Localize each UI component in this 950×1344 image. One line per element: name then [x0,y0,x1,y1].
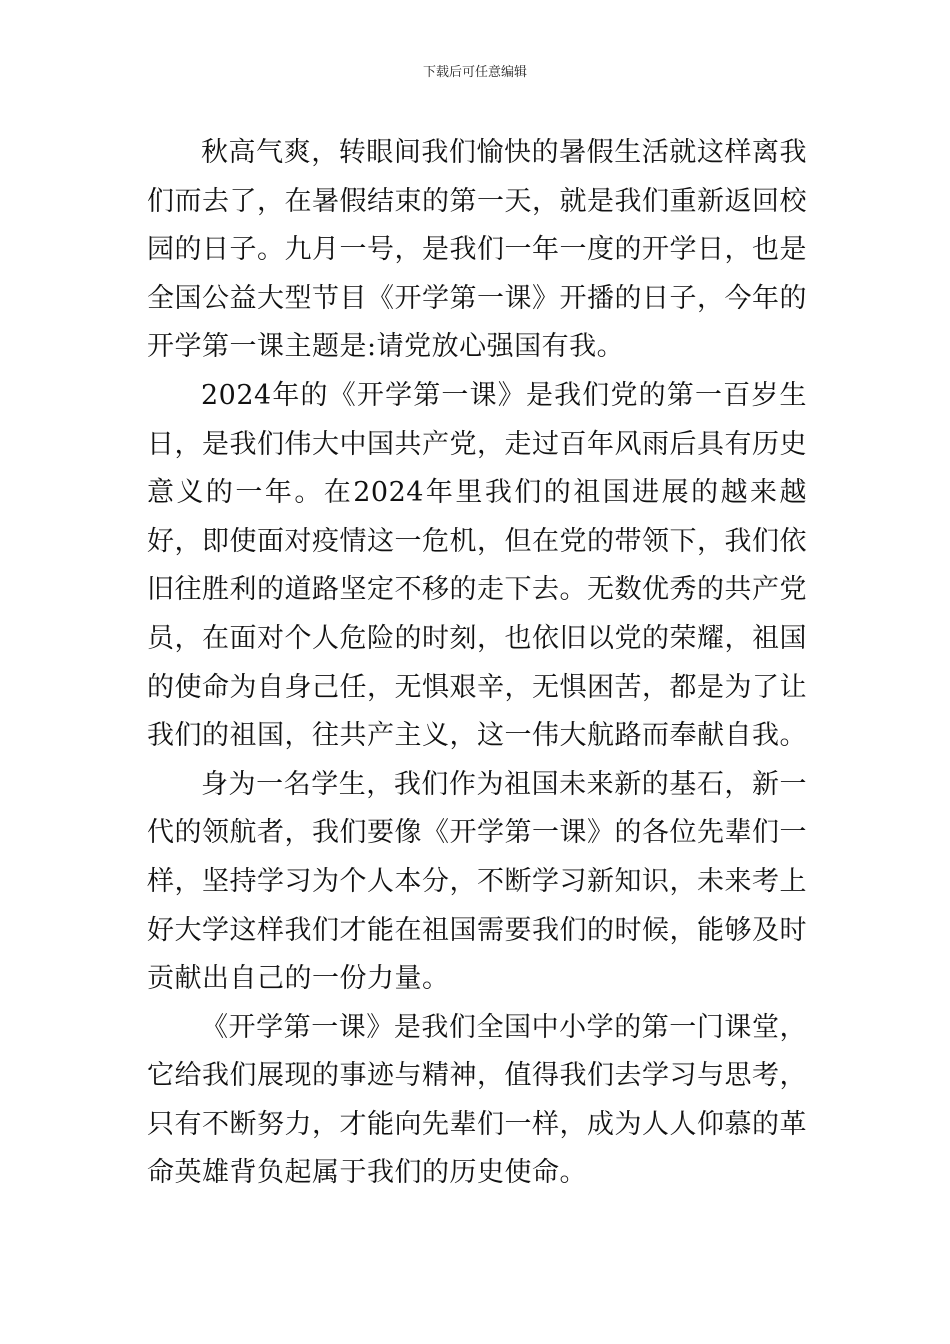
paragraph-2: 2024年的《开学第一课》是我们党的第一百岁生日，是我们伟大中国共产党，走过百年风雨后具有历史意义的一年。在2024年里我们的祖国进展的越来越好，即使面对疫情这一危机，但在党的带领下，我们依旧往胜利的道路坚定不移的走下去。无数优秀的共产党员，在面对个人危险的时刻，也依旧以党的荣耀，祖国的使命为自身己任，无惧艰辛，无惧困苦，都是为了让我们的祖国，往共产主义，这一伟大航路而奉献自我。 [147,379,807,752]
page-header: 下载后可任意编辑 [422,65,527,80]
paragraph-3: 身为一名学生，我们作为祖国未来新的基石，新一代的领航者，我们要像《开学第一课》的各位先辈们一样，坚持学习为个人本分，不断学习新知识，未来考上好大学这样我们才能在祖国需要我们的时候，能够及时贡献出自己的一份力量。 [147,768,807,995]
paragraph-4: 《开学第一课》是我们全国中小学的第一门课堂，它给我们展现的事迹与精神，值得我们去学习与思考，只有不断努力，才能向先辈们一样，成为人人仰慕的革命英雄背负起属于我们的历史使命。 [147,1011,807,1189]
document-body [147,129,807,1198]
paragraph-1: 秋高气爽，转眼间我们愉快的暑假生活就这样离我们而去了，在暑假结束的第一天，就是我们重新返回校园的日子。九月一号，是我们一年一度的开学日，也是全国公益大型节目《开学第一课》开播的日子，今年的开学第一课主题是:请党放心强国有我。 [147,137,807,363]
